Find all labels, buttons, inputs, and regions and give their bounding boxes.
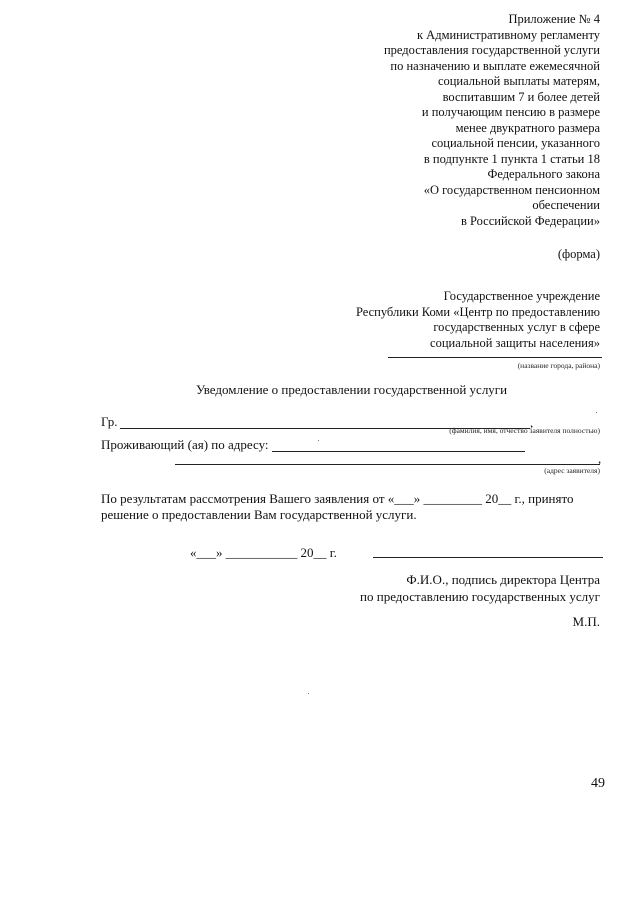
signature-caption-line: по предоставлению государственных услуг — [360, 589, 600, 604]
appendix-line: социальной выплаты матерям, — [437, 74, 600, 88]
appendix-line: и получающим пенсию в размере — [421, 105, 600, 119]
appendix-line: Федерального закона — [487, 167, 600, 181]
scan-speck — [308, 693, 309, 694]
decision-line-1: По результатам рассмотрения Вашего заявления от «___» _________ 20__ г., принято — [101, 491, 574, 506]
appendix-header — [384, 12, 600, 229]
appendix-line: по назначению и выплате ежемесячной — [390, 58, 600, 73]
appendix-line: Приложение № 4 — [508, 12, 600, 26]
citizen-caption: (фамилия, имя, отчество заявителя полностью) — [449, 426, 600, 435]
form-label-text: (форма) — [557, 247, 600, 261]
signature-caption-line: Ф.И.О., подпись директора Центра — [406, 572, 600, 587]
appendix-line: социальной пенсии, указанного — [431, 136, 600, 150]
appendix-line: воспитавшим 7 и более детей — [442, 89, 600, 104]
appendix-line: «О государственном пенсионном — [423, 182, 600, 197]
address-line-2 — [175, 464, 600, 465]
institution-line: Республики Коми «Центр по предоставлению — [355, 304, 600, 319]
appendix-line: предоставления государственной услуги — [383, 43, 600, 57]
page-number: 49 — [591, 776, 605, 791]
scan-speck — [596, 412, 597, 413]
city-district-line — [388, 357, 602, 358]
appendix-line: обеспечении — [532, 198, 600, 212]
address-line-1 — [272, 451, 525, 452]
notice-title: Уведомление о предоставлении государственной услуги — [196, 382, 508, 397]
seal-mark — [573, 614, 600, 630]
appendix-line: в подпункте 1 пункта 1 статьи 18 — [423, 151, 600, 166]
form-label — [558, 247, 600, 263]
seal-text: М.П. — [572, 614, 600, 629]
appendix-line: к Административному регламенту — [416, 27, 600, 42]
scan-speck — [318, 440, 319, 441]
signature-line — [373, 557, 603, 558]
address-comma: , — [598, 451, 602, 466]
appendix-line: менее двукратного размера — [455, 120, 600, 135]
institution-line: Государственное учреждение — [443, 289, 600, 303]
address-label: Проживающий (ая) по адресу: — [101, 437, 269, 452]
institution-line: государственных услуг в сфере — [433, 320, 600, 334]
signature-date: «___» ___________ 20__ г. — [190, 545, 337, 560]
signature-caption — [360, 571, 600, 605]
institution-line: социальной защиты населения» — [430, 335, 600, 350]
address-caption: (адрес заявителя) — [544, 466, 600, 475]
city-district-caption: (название города, района) — [517, 361, 600, 370]
decision-line-2: решение о предоставлении Вам государственной услуги. — [101, 507, 417, 522]
citizen-label: Гр. — [101, 414, 118, 429]
citizen-comma: , — [530, 415, 534, 430]
institution-block — [356, 289, 600, 351]
appendix-line: в Российской Федерации» — [460, 213, 600, 228]
